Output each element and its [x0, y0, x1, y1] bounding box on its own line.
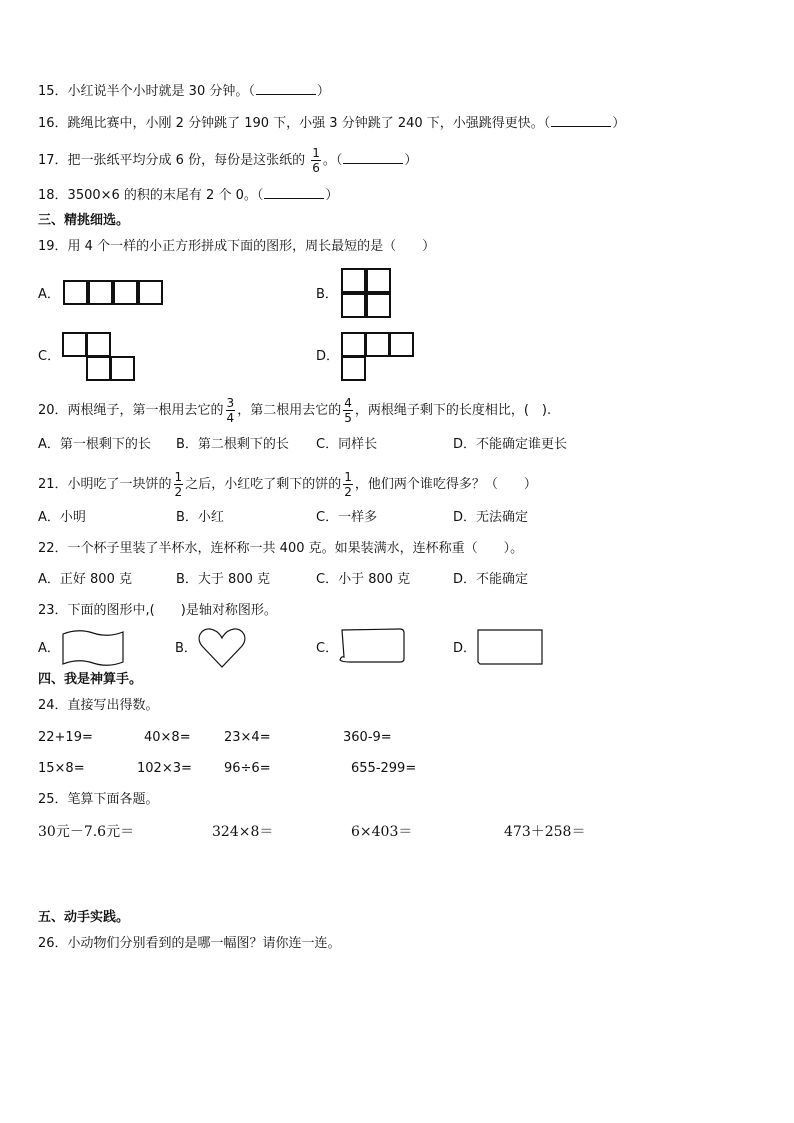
- question-21: [38, 470, 537, 499]
- question-16-text: 16．跳绳比赛中，小刚 2 分钟跳了 190 下，小强 3 分钟跳了 240 下，小强跳得更快。（: [38, 116, 551, 131]
- fraction-numerator: 1: [344, 470, 352, 484]
- paren-close: ）: [316, 84, 330, 99]
- answer-blank-15[interactable]: [256, 82, 316, 95]
- option-21-a[interactable]: A．小明: [38, 510, 86, 525]
- shape-z-tetromino: [62, 332, 136, 382]
- question-20-after: ，两根绳子剩下的长度相比，( ).: [354, 403, 552, 418]
- option-22-a[interactable]: A．正好 800 克: [38, 572, 132, 587]
- fraction-denominator: 2: [344, 485, 352, 499]
- question-25-text: 25．笔算下面各题。: [38, 792, 159, 807]
- question-15-text: 15．小红说半个小时就是 30 分钟。（: [38, 84, 255, 99]
- option-22-b[interactable]: B．大于 800 克: [176, 572, 270, 587]
- written-calc-item: 324×8＝: [212, 824, 274, 840]
- question-19-text: 19．用 4 个一样的小正方形拼成下面的图形，周长最短的是（ ）: [38, 239, 436, 254]
- question-24-text: 24．直接写出得数。: [38, 698, 159, 713]
- question-20: [38, 396, 551, 425]
- question-21-text: 21．小明吃了一块饼的: [38, 477, 172, 492]
- mental-math-item: 40×8=: [144, 730, 191, 745]
- question-21-mid: 之后，小红吃了剩下的饼的: [185, 477, 342, 492]
- option-20-d[interactable]: D．不能确定谁更长: [453, 437, 568, 452]
- mental-math-item: 96÷6=: [224, 761, 271, 776]
- option-23-c-label[interactable]: C．: [316, 641, 339, 656]
- question-17: [38, 146, 417, 175]
- fraction-denominator: 6: [312, 161, 320, 175]
- question-18-text: 18．3500×6 的积的末尾有 2 个 0。（: [38, 188, 264, 203]
- mental-math-item: 360-9=: [343, 730, 392, 745]
- question-26-text: 26．小动物们分别看到的是哪一幅图？请你连一连。: [38, 936, 341, 951]
- fraction-numerator: 4: [344, 396, 352, 410]
- fraction-numerator: 1: [312, 146, 320, 160]
- option-22-c[interactable]: C．小于 800 克: [316, 572, 411, 587]
- fraction-four-fifths: [343, 396, 353, 425]
- mental-math-item: 23×4=: [224, 730, 271, 745]
- question-20-mid: ，第二根用去它的: [237, 403, 342, 418]
- option-21-b[interactable]: B．小红: [176, 510, 224, 525]
- shape-two-by-two-square: [341, 268, 391, 318]
- fraction-numerator: 1: [174, 470, 183, 484]
- written-calc-item: 30元－7.6元＝: [38, 824, 135, 840]
- shape-four-in-row: [63, 280, 163, 305]
- question-16: [38, 114, 625, 133]
- option-20-a[interactable]: A．第一根剩下的长: [38, 437, 151, 452]
- fraction-one-sixth: [311, 146, 321, 175]
- shape-l-tetromino: [341, 332, 413, 380]
- paren-close: ）: [325, 188, 339, 203]
- fraction-one-half: [343, 470, 353, 499]
- option-19-b-label[interactable]: B．: [316, 287, 338, 302]
- option-19-d-label[interactable]: D．: [316, 349, 340, 364]
- fraction-numerator: 3: [226, 396, 235, 410]
- paren-close: ）: [612, 116, 626, 131]
- section-4-heading: 四、我是神算手。: [38, 672, 143, 687]
- mental-math-item: 655-299=: [351, 761, 417, 776]
- folded-corner-rectangle: [474, 626, 546, 668]
- heart-shape: [197, 626, 247, 670]
- question-17-text: 17．把一张纸平均分成 6 份，每份是这张纸的: [38, 153, 306, 168]
- answer-blank-16[interactable]: [551, 114, 611, 127]
- curled-paper-shape: [336, 626, 408, 666]
- question-18: [38, 186, 338, 205]
- mental-math-item: 22+19=: [38, 730, 93, 745]
- mental-math-item: 15×8=: [38, 761, 85, 776]
- question-22-text: 22．一个杯子里装了半杯水，连杯称一共 400 克。如果装满水，连杯称重（ ）。: [38, 541, 524, 556]
- question-21-after: ，他们两个谁吃得多？（ ）: [354, 477, 537, 492]
- option-23-a-label[interactable]: A．: [38, 641, 60, 656]
- written-calc-item: 6×403＝: [351, 824, 413, 840]
- option-21-c[interactable]: C．一样多: [316, 510, 378, 525]
- option-20-b[interactable]: B．第二根剩下的长: [176, 437, 289, 452]
- option-19-c-label[interactable]: C．: [38, 349, 61, 364]
- fraction-denominator: 4: [226, 411, 235, 425]
- fraction-denominator: 2: [174, 485, 183, 499]
- option-20-c[interactable]: C．同样长: [316, 437, 378, 452]
- option-21-d[interactable]: D．无法确定: [453, 510, 529, 525]
- option-19-a-label[interactable]: A．: [38, 287, 60, 302]
- fraction-three-quarters: [226, 396, 236, 425]
- question-23-text: 23．下面的图形中,( )是轴对称图形。: [38, 603, 277, 618]
- section-3-heading: 三、精挑细选。: [38, 213, 130, 228]
- option-22-d[interactable]: D．不能确定: [453, 572, 529, 587]
- option-23-b-label[interactable]: B．: [175, 641, 197, 656]
- paren-close: ）: [404, 153, 418, 168]
- question-17-after: 。（: [322, 153, 343, 168]
- section-5-heading: 五、动手实践。: [38, 910, 130, 925]
- question-20-text: 20．两根绳子，第一根用去它的: [38, 403, 224, 418]
- written-calc-item: 473＋258＝: [504, 824, 586, 840]
- fraction-denominator: 5: [344, 411, 352, 425]
- fraction-one-half: [174, 470, 184, 499]
- answer-blank-18[interactable]: [264, 186, 324, 199]
- answer-blank-17[interactable]: [343, 151, 403, 164]
- wavy-flag-shape: [60, 628, 126, 668]
- question-15: [38, 82, 330, 101]
- mental-math-item: 102×3=: [137, 761, 192, 776]
- option-23-d-label[interactable]: D．: [453, 641, 477, 656]
